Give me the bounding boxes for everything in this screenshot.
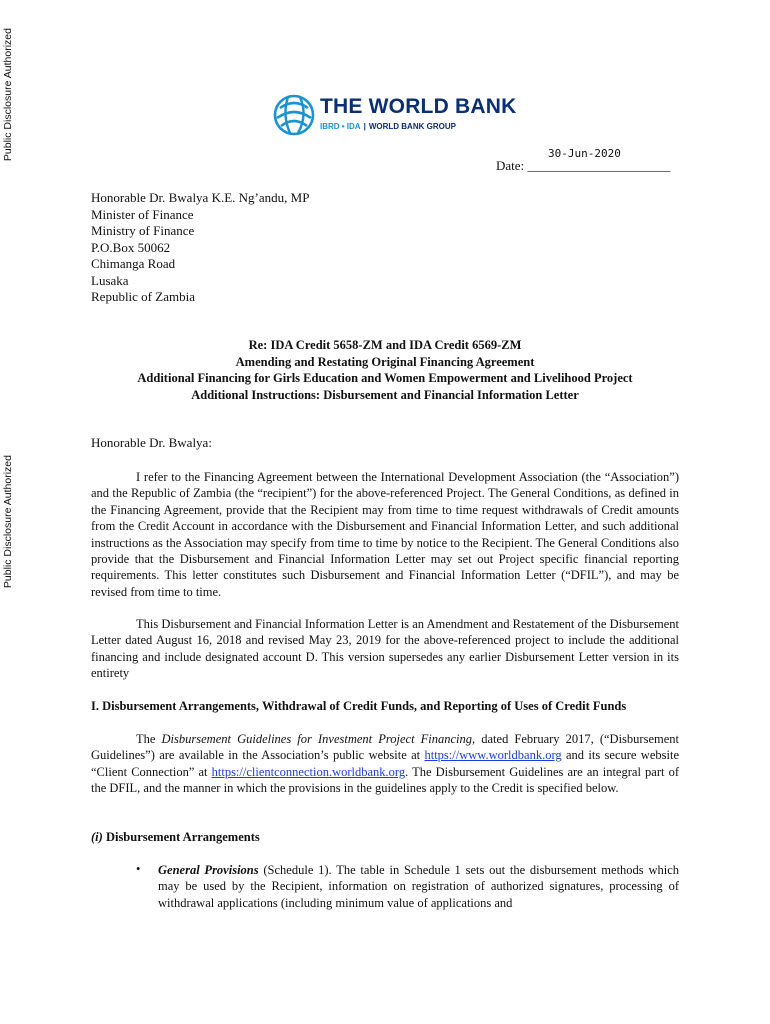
date-stamp: 30-Jun-2020 [548, 147, 621, 160]
subject-block [91, 337, 679, 403]
logo-subtitle: IBRD • IDA | WORLD BANK GROUP [320, 122, 456, 131]
subject-line: Additional Instructions: Disbursement and Financial Information Letter [191, 387, 579, 402]
globe-icon [272, 92, 316, 138]
address-line: Minister of Finance [91, 206, 194, 222]
address-line: Chimanga Road [91, 256, 176, 271]
address-line: Ministry of Finance [91, 223, 195, 238]
address-line: Republic of Zambia [91, 289, 195, 304]
client-connection-link[interactable]: https://clientconnection.worldbank.org [211, 764, 406, 779]
address-line: P.O.Box 50062 [91, 239, 171, 255]
logo-wordmark: THE WORLD BANK [320, 95, 517, 118]
subject-line: Re: IDA Credit 5658-ZM and IDA Credit 6569-ZM [248, 338, 522, 352]
address-line: Lusaka [91, 272, 129, 288]
public-disclosure-label-middle: Public Disclosure Authorized [2, 455, 14, 589]
section-heading: I. Disbursement Arrangements, Withdrawal of Credit Funds, and Reporting of Uses of Credit Funds [91, 699, 627, 713]
recipient-address [91, 190, 309, 306]
subject-line: Additional Financing for Girls Education and Women Empowerment and Livelihood Project [137, 371, 633, 385]
public-disclosure-label-top: Public Disclosure Authorized [2, 28, 14, 162]
subject-line: Amending and Restating Original Financing Agreement [235, 354, 535, 369]
guidelines-paragraph: The Disbursement Guidelines for Investment Project Financing, dated February 2017, (“Disbursement Guidelines”) are available in the Association’s public website at https://www.worldbank.org and its secure website “Client Connection” at https://clientconnection.worldbank.org. The Disbursement Guidelines are an integral part of the DFIL, and the manner in which the provisions in the guidelines apply to the Credit is specified below. [91, 732, 679, 796]
salutation: Honorable Dr. Bwalya: [91, 435, 212, 450]
amendment-paragraph: This Disbursement and Financial Information Letter is an Amendment and Restatement of the Disbursement Letter dated August 16, 2018 and revised May 23, 2019 for the above-referenced project to include the additional financing and include designated account D. This version supersedes any earlier Disbursement Letter version in its entirety [91, 617, 679, 681]
intro-paragraph: I refer to the Financing Agreement between the International Development Association (the “Association”) and the Republic of Zambia (the “recipient”) for the above-referenced Project. The General Conditions, as defined in the Financing Agreement, provide that the Recipient may from time to time request withdrawals of Credit amounts from the Credit Account in accordance with the Disbursement and Financial Information Letter, and such additional instructions as the Association may specify from time to time by notice to the Recipient. The General Conditions also provide that the Disbursement and Financial Information Letter may set out Project specific financial reporting requirements. This letter constitutes such Disbursement and Financial Information Letter (“DFIL”), and may be revised from time to time. [91, 470, 679, 599]
subsection-heading: (i) Disbursement Arrangements [91, 830, 260, 844]
bullet-icon: • [136, 862, 141, 876]
worldbank-link[interactable]: https://www.worldbank.org [424, 748, 562, 763]
general-provisions-item: General Provisions (Schedule 1). The table in Schedule 1 sets out the disbursement methods which may be used by the Recipient, information on registration of authorized signatures, processing of withdrawal applications (including minimum value of applications and [158, 863, 679, 910]
address-line: Honorable Dr. Bwalya K.E. Ng’andu, MP [91, 190, 310, 205]
world-bank-logo [272, 92, 517, 142]
date-line: Date: ______________________ [496, 158, 671, 173]
